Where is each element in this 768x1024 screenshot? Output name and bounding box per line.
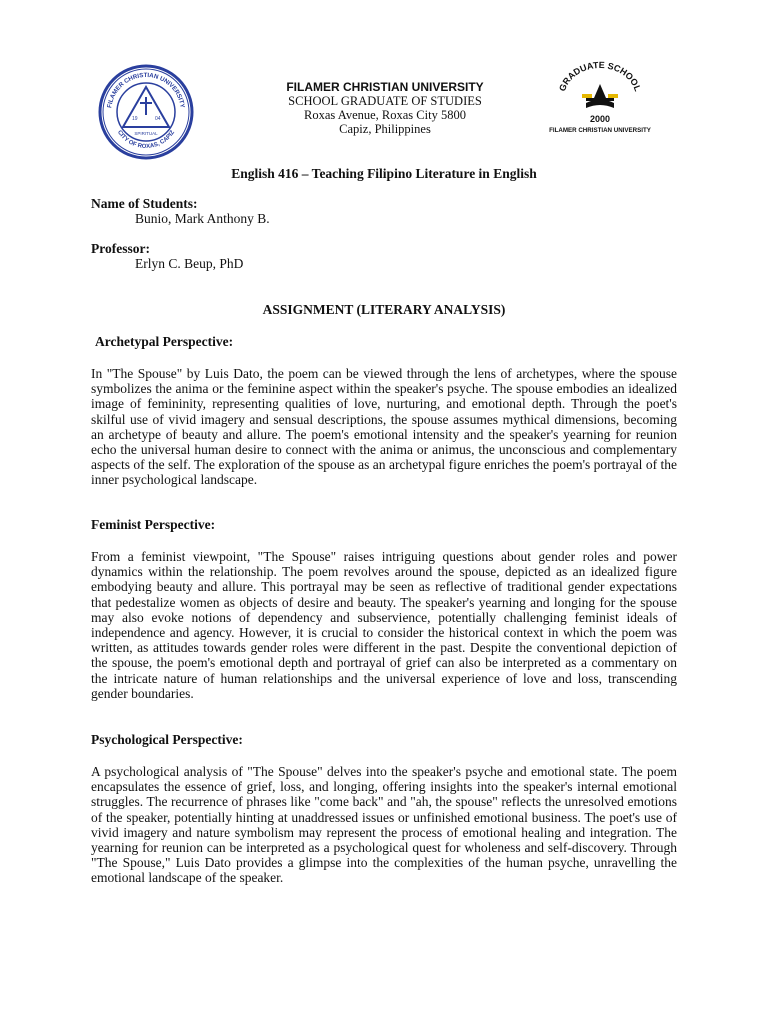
students-value: Bunio, Mark Anthony B. <box>135 211 270 226</box>
section-heading-archetypal: Archetypal Perspective: <box>95 334 234 349</box>
logo-caption-text: FILAMER CHRISTIAN UNIVERSITY <box>549 127 651 134</box>
professor-value: Erlyn C. Beup, PhD <box>135 256 244 271</box>
svg-text:GRADUATE SCHOOL: GRADUATE SCHOOL <box>557 59 643 93</box>
graduate-school-logo <box>546 58 654 138</box>
svg-text:SPIRITUAL: SPIRITUAL <box>134 131 158 136</box>
school-name: SCHOOL GRADUATE OF STUDIES <box>288 94 482 108</box>
school-location: Capiz, Philippines <box>339 122 431 136</box>
institution-header <box>230 80 540 136</box>
university-name: FILAMER CHRISTIAN UNIVERSITY <box>286 80 484 94</box>
logo-year-text: 2000 <box>589 114 611 124</box>
section-body-psychological: A psychological analysis of "The Spouse" delves into the speaker's psyche and emotional state. The poem encapsulates the essence of grief, loss, and longing, offering insights into the speaker's internal emotional struggles. The recurrence of phrases like "come back" and "ah, the spouse" reflects the unresolved emotions of the speaker, potentially hinting at unaddressed issues or unfinished emotional business. The poet's use of vivid imagery and nature symbolism may represent the process of emotional healing and integration. The yearning for reunion can be interpreted as a psychological quest for wholeness and self-discovery. Through "The Spouse," Luis Dato provides a glimpse into the complexities of the human psyche, unravelling the emotional landscape of the speaker. <box>91 764 677 886</box>
svg-text:19: 19 <box>132 116 138 122</box>
section-body-archetypal: In "The Spouse" by Luis Dato, the poem can be viewed through the lens of archetypes, where the spouse symbolizes the anima or the feminine aspect within the speaker's psyche. The spouse embodies an idealized image of femininity, representing qualities of love, nurturing, and emotional depth. Through the poet's skilful use of vivid imagery and sensual descriptions, the spouse assumes mythical dimensions, becoming an archetype of beauty and allure. The poem's emotional intensity and the speaker's yearning for reunion echo the universal human desire to connect with the anima or animus, the unconscious and complementary aspects of the self. The exploration of the spouse as an archetypal figure enriches the poem's portrayal of the inner psychological landscape. <box>91 366 677 488</box>
section-heading-psychological: Psychological Perspective: <box>91 732 243 747</box>
school-address: Roxas Avenue, Roxas City 5800 <box>304 108 466 122</box>
svg-text:FILAMER CHRISTIAN UNIVERSITY: FILAMER CHRISTIAN UNIVERSITY <box>106 71 186 109</box>
professor-label: Professor: <box>91 241 150 256</box>
university-seal-logo <box>97 63 195 161</box>
section-heading-feminist: Feminist Perspective: <box>91 517 216 532</box>
assignment-title: ASSIGNMENT (LITERARY ANALYSIS) <box>262 302 506 317</box>
svg-text:04: 04 <box>155 116 161 122</box>
students-label: Name of Students: <box>91 196 198 211</box>
section-body-feminist: From a feminist viewpoint, "The Spouse" raises intriguing questions about gender roles and power dynamics within the relationship. The poem revolves around the spouse, depicted as an idealized figure embodying beauty and allure. This portrayal may be seen as reflective of traditional gender expectations that pedestalize women as objects of desire and beauty. The speaker's yearning and longing for the spouse may also evoke notions of dependency and subservience, potentially challenging feminist ideals of independence and agency. However, it is crucial to consider the historical context in which the poem was written, as attitudes towards gender roles were different in the past. Despite the conventional depiction of the spouse, the poem's emotional depth and portrayal of grief can also be interpreted as a commentary on the intricate nature of human relationships and the universal experience of love and loss, transcending gender boundaries. <box>91 549 677 701</box>
svg-text:CITY OF ROXAS, CAPIZ: CITY OF ROXAS, CAPIZ <box>115 129 177 151</box>
course-title: English 416 – Teaching Filipino Literature in English <box>231 166 537 181</box>
